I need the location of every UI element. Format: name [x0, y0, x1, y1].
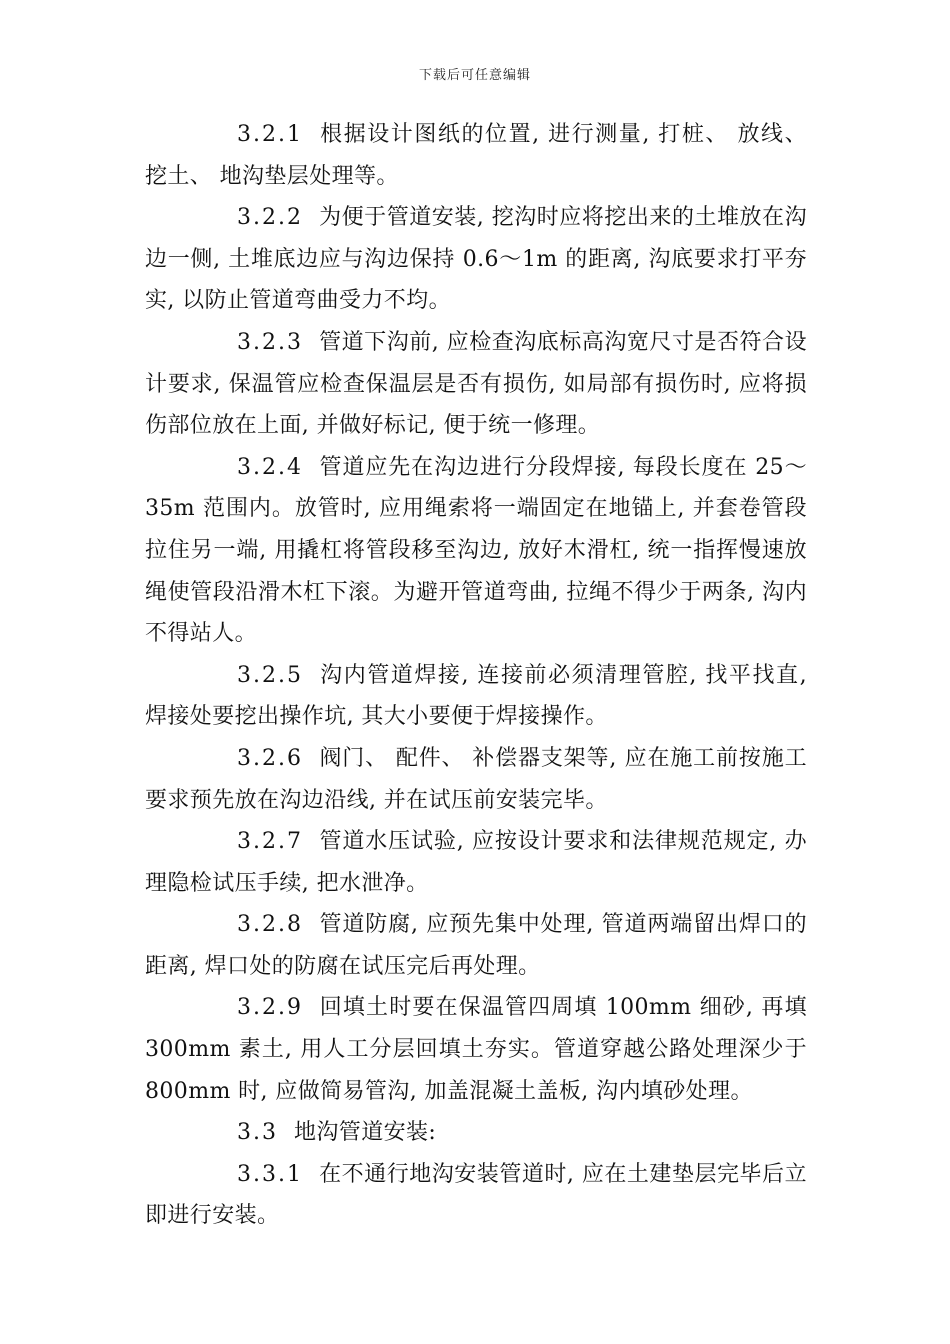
- section-number: 3.2.9: [237, 995, 303, 1021]
- paragraph-3-3-1: [145, 1154, 807, 1237]
- section-number: 3.2.2: [237, 205, 303, 231]
- section-number: 3.2.7: [237, 829, 303, 855]
- paragraph-3-2-7: [145, 821, 807, 904]
- paragraph-text: 管道应先在沟边进行分段焊接, 每段长度在 25～35m 范围内。放管时, 应用绳索将一端固定在地锚上, 并套卷管段拉住另一端, 用撬杠将管段移至沟边, 放好木滑杠, 统一指挥慢速放绳使管段沿滑木杠下滚。为避开管道弯曲, 拉绳不得少于两条, 沟内不得站人。: [145, 454, 807, 647]
- paragraph-3-2-1: [145, 114, 807, 197]
- paragraph-3-2-9: [145, 987, 807, 1112]
- section-number: 3.2.8: [237, 912, 303, 938]
- paragraph-3-2-8: [145, 904, 807, 987]
- paragraph-text: 管道下沟前, 应检查沟底标高沟宽尺寸是否符合设计要求, 保温管应检查保温层是否有损伤, 如局部有损伤时, 应将损伤部位放在上面, 并做好标记, 便于统一修理。: [145, 329, 807, 439]
- section-number: 3.2.1: [237, 122, 303, 147]
- paragraph-text: 阀门、 配件、 补偿器支架等, 应在施工前按施工要求预先放在沟边沿线, 并在试压前安装完毕。: [145, 745, 807, 813]
- section-number: 3.2.6: [237, 745, 303, 771]
- section-number: 3.2.4: [237, 454, 303, 480]
- paragraph-text: 根据设计图纸的位置, 进行测量, 打桩、 放线、 挖土、 地沟垫层处理等。: [145, 122, 807, 189]
- section-number: 3.2.3: [237, 329, 303, 355]
- paragraph-text: 为便于管道安装, 挖沟时应将挖出来的土堆放在沟边一侧, 土堆底边应与沟边保持 0.6～1m 的距离, 沟底要求打平夯实, 以防止管道弯曲受力不均。: [145, 205, 807, 314]
- paragraph-3-2-2: [145, 197, 807, 322]
- section-heading-text: 地沟管道安装:: [294, 1120, 437, 1146]
- paragraph-3-2-4: [145, 447, 807, 655]
- paragraph-3-2-5: [145, 655, 807, 738]
- paragraph-text: 回填土时要在保温管四周填 100mm 细砂, 再填 300mm 素土, 用人工分层回填土夯实。管道穿越公路处理深少于 800mm 时, 应做简易管沟, 加盖混凝土盖板, 沟内填砂处理。: [145, 995, 807, 1104]
- paragraph-3-2-3: [145, 322, 807, 447]
- paragraph-3-2-6: [145, 738, 807, 821]
- section-number: 3.3.1: [237, 1161, 303, 1187]
- section-heading-3-3: [145, 1112, 807, 1154]
- paragraph-text: 在不通行地沟安装管道时, 应在土建垫层完毕后立即进行安装。: [145, 1161, 807, 1229]
- document-body: [145, 114, 807, 1237]
- paragraph-text: 沟内管道焊接, 连接前必须清理管腔, 找平找直, 焊接处要挖出操作坑, 其大小要便于焊接操作。: [145, 662, 807, 730]
- paragraph-text: 管道水压试验, 应按设计要求和法律规范规定, 办理隐检试压手续, 把水泄净。: [145, 829, 807, 896]
- section-number: 3.3: [237, 1120, 278, 1146]
- paragraph-text: 管道防腐, 应预先集中处理, 管道两端留出焊口的距离, 焊口处的防腐在试压完后再处理。: [145, 912, 807, 979]
- section-number: 3.2.5: [237, 662, 303, 688]
- page-header-watermark: 下载后可任意编辑: [418, 68, 531, 83]
